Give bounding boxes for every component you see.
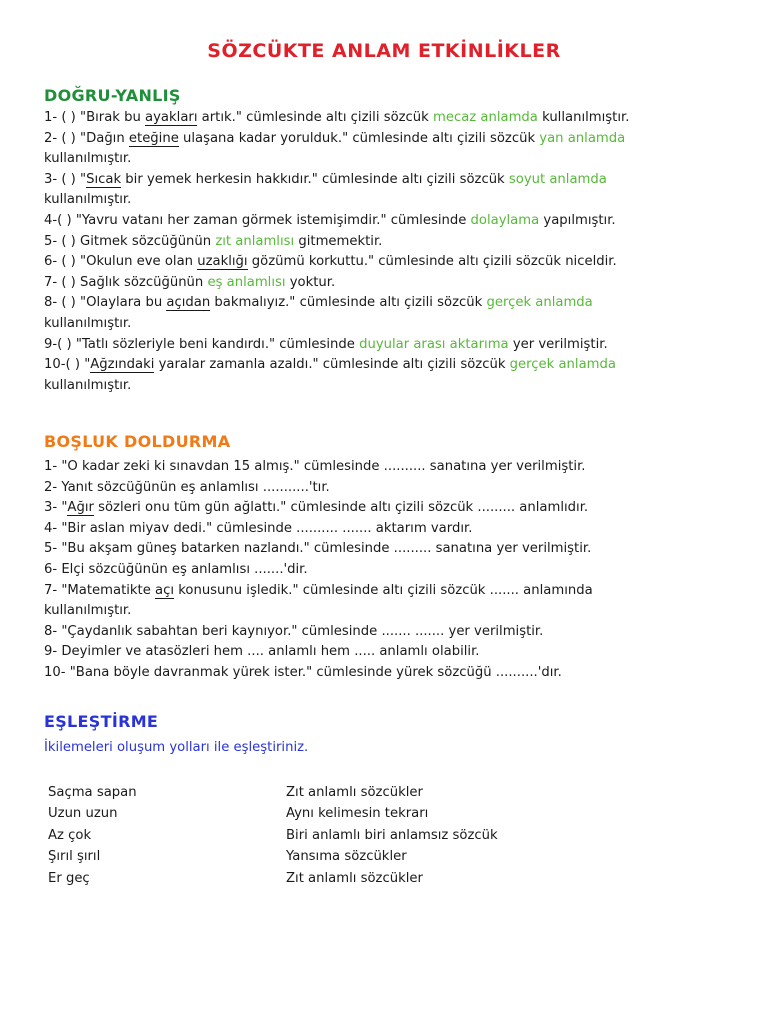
dogru-yanlis-item-text: 6- ( ) "Okulun eve olan — [44, 254, 198, 270]
bosluk-doldurma-item-text: 2- Yanıt sözcüğünün eş anlamlısı ...........'tır. — [44, 479, 330, 495]
section-heading-eslestirme: EŞLEŞTİRME — [44, 712, 159, 731]
ikileme-item: Er geç — [48, 870, 90, 886]
dogru-yanlis-item-text: artık." cümlesinde altı çizili sözcük — [197, 110, 433, 125]
dogru-yanlis-item — [44, 170, 744, 191]
dogru-yanlis-item-text: ulaşana kadar yorulduk." cümlesinde altı çizili sözcük — [178, 130, 540, 146]
underlined-word: Ağır — [67, 500, 94, 516]
dogru-yanlis-item-continuation — [44, 376, 744, 397]
ikileme-item: Saçma sapan — [48, 785, 137, 800]
dogru-yanlis-item — [44, 293, 744, 314]
bosluk-doldurma-item-text: kullanılmıştır. — [44, 603, 132, 619]
bosluk-doldurma-item-text: 5- "Bu akşam güneş batarken nazlandı." cümlesinde ......... sanatına yer verilmiştir. — [44, 541, 592, 557]
bosluk-doldurma-item — [44, 560, 744, 581]
bosluk-doldurma-item — [44, 519, 744, 540]
dogru-yanlis-item-text: gitmemektir. — [294, 233, 383, 249]
bosluk-doldurma-item — [44, 498, 744, 519]
bosluk-doldurma-item — [44, 539, 744, 560]
bosluk-doldurma-item-text: 6- Elçi sözcüğünün eş anlamlısı .......'dir. — [44, 561, 308, 577]
dogru-yanlis-item-continuation — [44, 149, 744, 170]
olusum-yolu-item: Zıt anlamlı sözcükler — [286, 785, 423, 800]
bosluk-doldurma-item-text: 3- " — [44, 500, 68, 516]
dogru-yanlis-item — [44, 252, 744, 273]
eslestirme-left-column — [48, 782, 137, 889]
highlighted-term: zıt anlamlısı — [215, 233, 295, 249]
bosluk-doldurma-item-continuation — [44, 601, 744, 622]
bosluk-doldurma-item-text: 9- Deyimler ve atasözleri hem .... anlamlı hem ..... anlamlı olabilir. — [44, 644, 480, 660]
dogru-yanlis-item — [44, 108, 744, 129]
dogru-yanlis-item-text: 8- ( ) "Olaylara bu — [44, 295, 167, 311]
underlined-word: Ağzındaki — [90, 357, 155, 373]
dogru-yanlis-item-text: yaralar zamanla azaldı." cümlesinde altı çizili sözcük — [154, 357, 510, 373]
dogru-yanlis-item-text: 2- ( ) "Dağın — [44, 130, 129, 146]
dogru-yanlis-item-text: kullanılmıştır. — [44, 192, 132, 208]
olusum-yolu-item: Yansıma sözcükler — [286, 849, 407, 865]
olusum-yolu-item: Aynı kelimesin tekrarı — [286, 806, 429, 822]
bosluk-doldurma-item-text: 4- "Bir aslan miyav dedi." cümlesinde .......... ....... aktarım vardır. — [44, 520, 473, 536]
dogru-yanlis-item-text: kullanılmıştır. — [44, 151, 132, 167]
ikileme-item: Şırıl şırıl — [48, 849, 101, 865]
dogru-yanlis-item-text: kullanılmıştır. — [44, 315, 132, 331]
highlighted-term: duyular arası aktarıma — [359, 336, 509, 352]
bosluk-doldurma-item-text: 10- "Bana böyle davranmak yürek ister." cümlesinde yürek sözcüğü ..........'dır. — [44, 664, 562, 680]
dogru-yanlis-item — [44, 273, 744, 294]
highlighted-term: mecaz anlamda — [433, 110, 538, 125]
dogru-yanlis-item-text: yapılmıştır. — [539, 212, 616, 228]
dogru-yanlis-item-continuation — [44, 190, 744, 211]
bosluk-doldurma-item — [44, 622, 744, 643]
olusum-yolu-item: Biri anlamlı biri anlamsız sözcük — [286, 827, 498, 843]
underlined-word: uzaklığı — [197, 254, 248, 270]
highlighted-term: yan anlamda — [539, 130, 626, 146]
dogru-yanlis-item-text: 9-( ) "Tatlı sözleriyle beni kandırdı." cümlesinde — [44, 336, 360, 352]
dogru-yanlis-item-text: kullanılmıştır. — [537, 110, 630, 125]
bosluk-doldurma-item-text: 7- "Matematikte — [44, 582, 156, 598]
bosluk-doldurma-item — [44, 642, 744, 663]
bosluk-doldurma-item-text: konusunu işledik." cümlesinde altı çizili sözcük ....... anlamında — [174, 582, 593, 598]
ikileme-item: Az çok — [48, 827, 92, 843]
page-title: SÖZCÜKTE ANLAM ETKİNLİKLER — [207, 40, 561, 62]
dogru-yanlis-item — [44, 232, 744, 253]
section-heading-dogru-yanlis: DOĞRU-YANLIŞ — [44, 86, 181, 105]
section-heading-bosluk-doldurma: BOŞLUK DOLDURMA — [44, 432, 231, 451]
highlighted-term: soyut anlamda — [508, 171, 607, 187]
bosluk-doldurma-item-text: 8- "Çaydanlık sabahtan beri kaynıyor." cümlesinde ....... ....... yer verilmiştir. — [44, 623, 544, 639]
bosluk-doldurma-item — [44, 478, 744, 499]
dogru-yanlis-item-text: 10-( ) " — [44, 357, 91, 373]
underlined-word: ayakları — [145, 110, 198, 125]
dogru-yanlis-item-text: 5- ( ) Gitmek sözcüğünün — [44, 233, 216, 249]
dogru-yanlis-item-text: yoktur. — [285, 274, 336, 290]
dogru-yanlis-item — [44, 355, 744, 376]
underlined-word: eteğine — [128, 130, 179, 146]
dogru-yanlis-item-text: kullanılmıştır. — [44, 377, 132, 393]
bosluk-doldurma-item — [44, 663, 744, 684]
dogru-yanlis-item — [44, 129, 744, 150]
bosluk-doldurma-list — [44, 457, 744, 684]
underlined-word: açı — [155, 582, 175, 598]
bosluk-doldurma-item — [44, 581, 744, 602]
dogru-yanlis-item-text: yer verilmiştir. — [508, 336, 608, 352]
dogru-yanlis-item — [44, 335, 744, 356]
bosluk-doldurma-item — [44, 457, 744, 478]
ikileme-item: Uzun uzun — [48, 806, 118, 822]
highlighted-term: gerçek anlamda — [509, 357, 616, 373]
eslestirme-instruction: İkilemeleri oluşum yolları ile eşleştiriniz. — [44, 740, 309, 755]
highlighted-term: gerçek anlamda — [486, 295, 593, 311]
highlighted-term: dolaylama — [470, 212, 540, 228]
olusum-yolu-item: Zıt anlamlı sözcükler — [286, 870, 423, 886]
dogru-yanlis-item-text: bir yemek herkesin hakkıdır." cümlesinde altı çizili sözcük — [121, 171, 509, 187]
bosluk-doldurma-item-text: sözleri onu tüm gün ağlattı." cümlesinde altı çizili sözcük ......... anlamlıdır. — [93, 500, 589, 516]
underlined-word: açıdan — [166, 295, 211, 311]
dogru-yanlis-item-text: 4-( ) "Yavru vatanı her zaman görmek istemişimdir." cümlesinde — [44, 212, 471, 228]
eslestirme-right-column — [286, 782, 498, 889]
dogru-yanlis-item-text: 7- ( ) Sağlık sözcüğünün — [44, 274, 208, 290]
dogru-yanlis-item-continuation — [44, 314, 744, 335]
dogru-yanlis-item-text: 3- ( ) " — [44, 171, 87, 187]
dogru-yanlis-list — [44, 108, 744, 396]
highlighted-term: eş anlamlısı — [207, 274, 286, 290]
dogru-yanlis-item-text: 1- ( ) "Bırak bu — [44, 110, 146, 125]
dogru-yanlis-item-text: bakmalıyız." cümlesinde altı çizili sözcük — [210, 295, 487, 311]
dogru-yanlis-item — [44, 211, 744, 232]
underlined-word: Sıcak — [86, 171, 122, 187]
dogru-yanlis-item-text: gözümü korkuttu." cümlesinde altı çizili sözcük niceldir. — [247, 254, 617, 270]
bosluk-doldurma-item-text: 1- "O kadar zeki ki sınavdan 15 almış." cümlesinde .......... sanatına yer verilmiştir. — [44, 459, 586, 474]
